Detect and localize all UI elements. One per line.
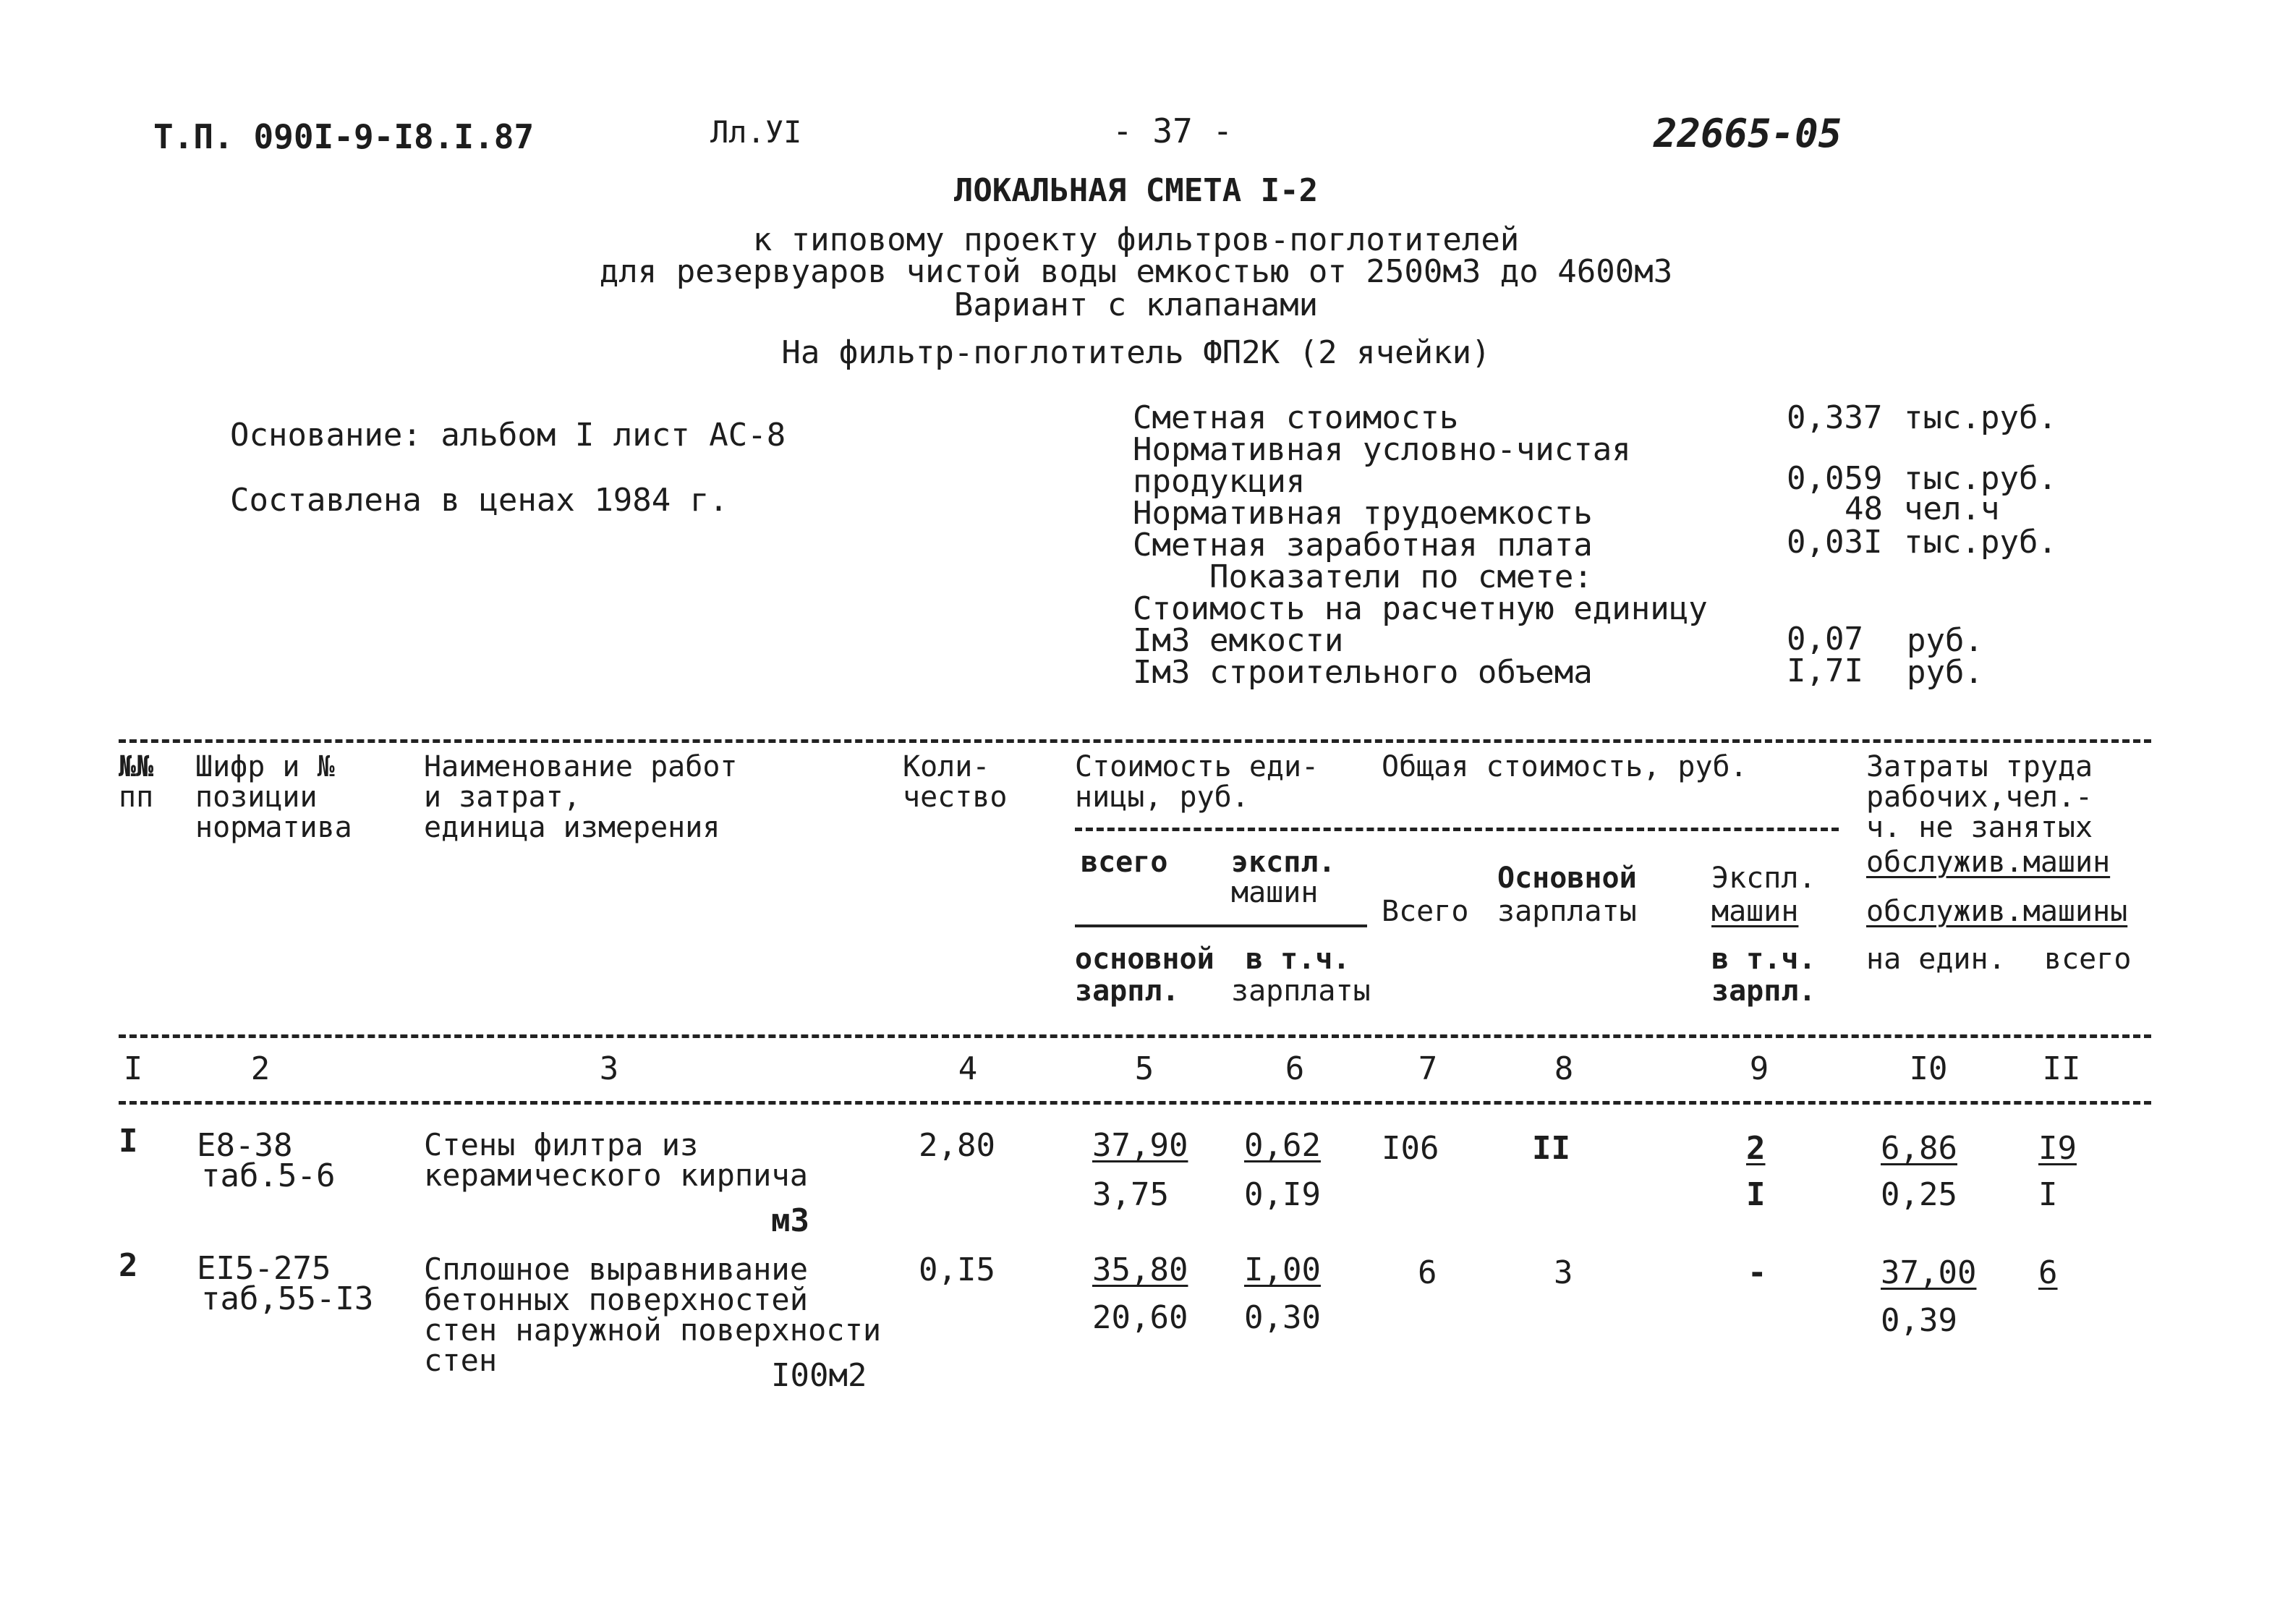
row2-name-2: бетонных поверхностей [424,1282,809,1317]
row2-qty: 0,I5 [919,1251,995,1288]
th-labor-2: рабочих,чел.- [1866,781,2093,814]
th-total-ekspl-2: машин [1711,895,1799,928]
summary-capacity-value: 0,07 [1787,621,1863,658]
row2-c7: 6 [1418,1254,1437,1291]
row2-c6-top: I,00 [1244,1251,1321,1288]
table-top-rule [119,739,2151,743]
summary-cost-label: Сметная стоимость [1133,399,1459,436]
row1-c6-top: 0,62 [1244,1127,1321,1164]
row2-c5-bot: 20,60 [1092,1299,1188,1336]
row1-unit: м3 [771,1202,809,1239]
summary-norm-label-1: Нормативная условно-чистая [1133,431,1631,468]
th-vtch-zarpl-1: в т.ч. [1246,943,1350,976]
th-code-3: норматива [195,811,352,844]
th-total-osn-2: зарплаты [1497,895,1637,928]
row1-c8: II [1532,1130,1570,1167]
title-subline-4: На фильтр-поглотитель ФП2К (2 ячейки) [781,334,1491,371]
row2-c9-top: - [1748,1254,1767,1291]
summary-volume-label: Iм3 строительного объема [1133,654,1593,691]
sheet-label: Лл.УI [710,114,802,150]
row2-name-3: стен наружной поверхности [424,1312,882,1348]
row1-c7: I06 [1382,1130,1439,1167]
summary-volume-unit: руб. [1907,654,1983,691]
th-ekspl-2: машин [1231,876,1319,909]
row2-c11-top: 6 [2038,1254,2058,1291]
th-name-2: и затрат, [424,781,581,814]
colnum-6: 6 [1285,1050,1305,1087]
colnum-9: 9 [1749,1050,1769,1087]
th-unitcost-2: ницы, руб. [1075,781,1249,814]
summary-norm-unit: тыс.руб. [1904,460,2057,497]
summary-norm-label-2: продукция [1133,463,1306,500]
row1-c9-top: 2 [1746,1130,1766,1167]
page-number: - 37 - [1112,111,1233,150]
th-labor-3: ч. не занятых [1866,811,2093,844]
summary-wage-value: 0,03I [1787,524,1883,561]
colnum-4: 4 [958,1050,978,1087]
title-subline-2: для резервуаров чистой воды емкостью от 2500м3 до 4600м3 [599,253,1673,290]
row2-c5-top: 35,80 [1092,1251,1188,1288]
th-unitcost-1: Стоимость еди- [1075,750,1319,783]
colnum-7: 7 [1418,1050,1438,1087]
row1-code-2: таб.5-6 [201,1157,336,1194]
th-labor-4: обслужив.машин [1866,846,2111,879]
row1-c6-bot: 0,I9 [1244,1176,1321,1213]
row2-unit: I00м2 [771,1357,867,1394]
th-osn-zarpl-2: зарпл. [1075,974,1180,1008]
summary-unit-cost-label: Стоимость на расчетную единицу [1133,590,1708,627]
project-code: Т.П. 090I-9-I8.I.87 [153,117,535,156]
row1-c9-bot: I [1746,1176,1766,1213]
summary-labor-value: 48 [1845,490,1883,527]
row1-c11-bot: I [2038,1176,2058,1213]
th-vsego: всего [1081,846,1168,879]
document-number: 22665-05 [1654,111,1842,156]
row2-c6-bot: 0,30 [1244,1299,1321,1336]
th-code-2: позиции [195,781,318,814]
unitcost-divider [1075,924,1367,927]
summary-capacity-unit: руб. [1907,622,1983,659]
th-total-vsego: Всего [1382,895,1469,928]
th-labor-1: Затраты труда [1866,750,2093,783]
th-total-vtch-2: зарпл. [1711,974,1816,1008]
summary-wage-unit: тыс.руб. [1904,524,2057,561]
row1-name-1: Стены филтра из [424,1127,699,1162]
row1-c11-top: I9 [2038,1130,2077,1167]
th-num-2: пп [119,781,154,814]
summary-labor-label: Нормативная трудоемкость [1133,495,1593,532]
th-total: Общая стоимость, руб. [1382,750,1748,783]
summary-labor-unit: чел.ч [1904,490,2000,527]
row1-name-2: керамического кирпича [424,1157,809,1193]
row1-code-1: Е8-38 [197,1127,293,1164]
th-ekspl-1: экспл. [1231,846,1336,879]
th-qty-2: чество [903,781,1008,814]
row2-c10-bot: 0,39 [1881,1302,1957,1339]
header-bottom-rule [119,1034,2151,1038]
th-total-ekspl-1: Экспл. [1711,862,1816,895]
colnum-bottom-rule [119,1101,2151,1105]
summary-wage-label: Сметная заработная плата [1133,527,1593,564]
row2-c10-top: 37,00 [1881,1254,1977,1291]
th-osn-zarpl-1: основной [1075,943,1214,976]
summary-cost-value: 0,337 [1787,399,1883,436]
th-code-1: Шифр и № [195,750,335,783]
th-name-3: единица измерения [424,811,720,844]
th-labor-obsl: обслужив.машины [1866,895,2128,928]
summary-volume-value: I,7I [1787,652,1863,689]
row1-c10-bot: 0,25 [1881,1176,1957,1213]
colnum-8: 8 [1554,1050,1574,1087]
row2-name-1: Сплошное выравнивание [424,1251,809,1287]
row1-num: I [119,1123,138,1160]
summary-norm-value: 0,059 [1787,460,1883,497]
row2-name-4: стен [424,1343,498,1378]
summary-indicators-label: Показатели по смете: [1209,558,1593,595]
row1-qty: 2,80 [919,1127,995,1164]
title-subline-3: Вариант с клапанами [953,286,1319,323]
title-subline-1: к типовому проекту фильтров-поглотителей [752,221,1520,258]
th-total-vtch-1: в т.ч. [1711,943,1816,976]
colnum-3: 3 [599,1050,619,1087]
th-total-osn-1: Основной [1497,862,1637,895]
basis-prices: Составлена в ценах 1984 г. [230,482,728,519]
document-title: ЛОКАЛЬНАЯ СМЕТА I-2 [953,172,1319,209]
th-vtch-zarpl-2: зарплаты [1231,974,1371,1008]
summary-cost-unit: тыс.руб. [1904,399,2057,436]
basis-foundation: Основание: альбом I лист АС-8 [230,417,786,454]
summary-capacity-label: Iм3 емкости [1133,622,1344,659]
colnum-10: I0 [1909,1050,1948,1087]
th-qty-1: Коли- [903,750,990,783]
colnum-2: 2 [250,1050,271,1087]
row1-c5-bot: 3,75 [1092,1176,1169,1213]
colnum-1: I [123,1050,143,1087]
row2-num: 2 [119,1247,138,1284]
row2-c8: 3 [1554,1254,1573,1291]
row2-code-1: ЕI5-275 [197,1250,331,1287]
th-labor-total: всего [2044,943,2132,976]
colnum-11: II [2042,1050,2081,1087]
subheader-rule [1075,828,1839,831]
colnum-5: 5 [1134,1050,1154,1087]
row1-c5-top: 37,90 [1092,1127,1188,1164]
row2-code-2: таб,55-I3 [201,1280,374,1317]
row1-c10-top: 6,86 [1881,1130,1957,1167]
th-name-1: Наименование работ [424,750,738,783]
th-num-1: №№ [119,750,154,783]
th-labor-unit: на един. [1866,943,2006,976]
